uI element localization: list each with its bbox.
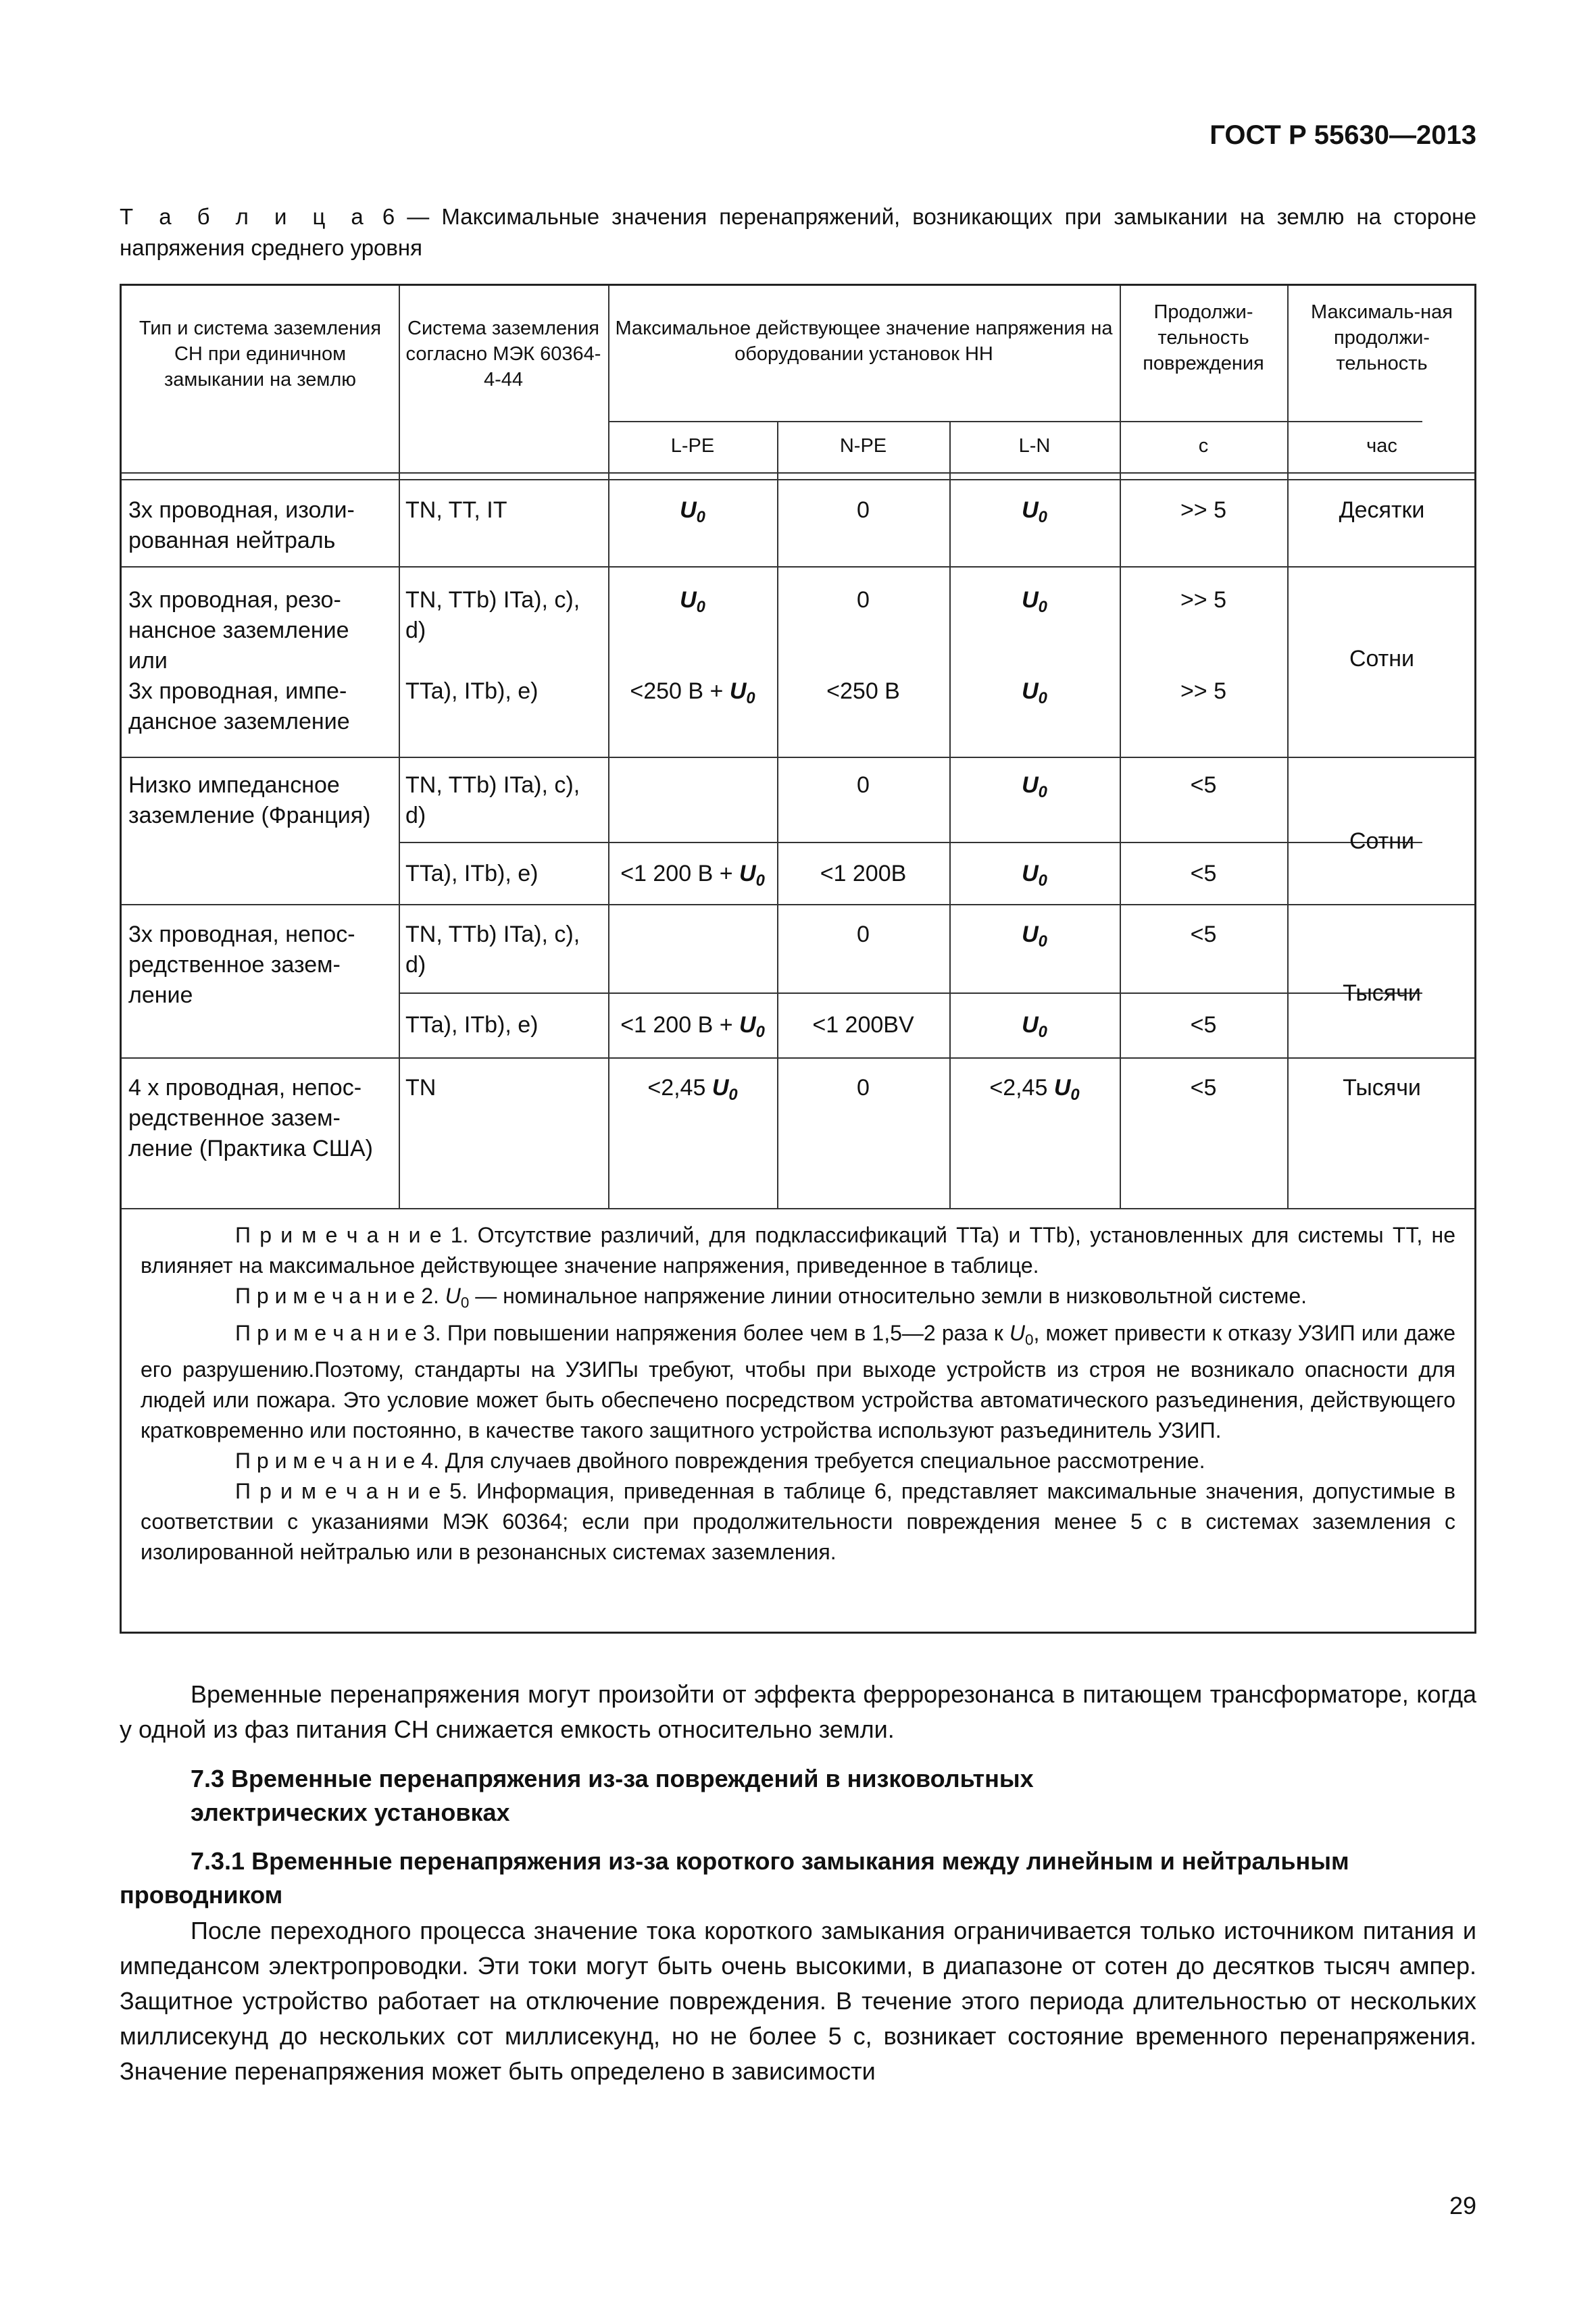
row3a-duration: <5 [1190, 772, 1217, 798]
header-unit-hours: час [1366, 435, 1397, 457]
note-5: П р и м е ч а н и е 5. Информация, приведенная в таблице 6, представляет максимальные значения, допустимые в соответствии с указаниями МЭК 60364; если при продолжительности повреждения менее 5 с в системах заземления с изолированной нейтралью или в резонансных системах заземления. [141, 1479, 1456, 1565]
header-unit-seconds: с [1198, 435, 1209, 457]
row4a-l-n: $U_0$ [1022, 922, 1047, 951]
row4-type: 3х проводная, непос-редственное зазем-ление [128, 922, 355, 1008]
overvoltage-table [120, 284, 1476, 1634]
row4a-n-pe: 0 [857, 922, 870, 947]
row3b-n-pe: <1 200В [820, 861, 907, 886]
row4a-duration: <5 [1190, 922, 1217, 947]
row1-max-duration: Десятки [1339, 497, 1425, 523]
header-l-n: L-N [1018, 435, 1051, 457]
row5-l-n: <2,45 $U_0$ [989, 1075, 1080, 1105]
row3a-l-n: $U_0$ [1022, 772, 1047, 802]
row3a-n-pe: 0 [857, 772, 870, 798]
row1-duration: >> 5 [1180, 497, 1227, 523]
row2-max-duration: Сотни [1349, 646, 1415, 672]
row4b-l-pe: <1 200 $В + U_0$ [620, 1012, 765, 1042]
row4a-system: TN, TTb) ITa), c), d) [405, 922, 580, 978]
row2b-l-n: $U_0$ [1022, 678, 1047, 708]
header-grounding-system: Система заземления согласно МЭК 60364-4-44 [405, 318, 601, 391]
row2a-n-pe: 0 [857, 587, 870, 613]
row3b-l-pe: <1 200 $В + U_0$ [620, 861, 765, 890]
row3b-system: TTa), ITb), e) [405, 861, 539, 886]
row5-n-pe: 0 [857, 1075, 870, 1101]
row5-duration: <5 [1190, 1075, 1217, 1101]
note-2: П р и м е ч а н и е 2. $U_0$ — номинальное напряжение линии относительно земли в низковольтной системе. [235, 1284, 1307, 1311]
row2-type-resonant: 3х проводная, резо-нансное заземление или [128, 587, 349, 674]
row1-type: 3х проводная, изоли-рованная нейтраль [128, 497, 355, 553]
note-4: П р и м е ч а н и е 4. Для случаев двойного повреждения требуется специальное рассмотрение. [235, 1449, 1205, 1474]
page-number: 29 [1449, 2192, 1476, 2219]
paragraph-short-circuit: После переходного процесса значение тока короткого замыкания ограничивается только источником питания и импедансом электропроводки. Эти токи могут быть очень высокими, в диапазоне от сотен до десятков тысяч ампер. Защитное устройство работает на отключение повреждения. В течение этого периода длительностью от нескольких миллисекунд до нескольких сот миллисекунд, но не более 5 с, возникает состояние временного перенапряжения. Значение перенапряжения может быть определено в зависимости [120, 1917, 1476, 2085]
header-max-voltage: Максимальное действующее значение напряжения на оборудовании установок НН [615, 318, 1113, 365]
row2b-duration: >> 5 [1180, 678, 1227, 704]
header-grounding-type: Тип и система заземления СН при единичном замыкании на землю [139, 318, 382, 391]
row1-system: TN, TT, IT [405, 497, 507, 523]
row2a-l-n: $U_0$ [1022, 587, 1047, 617]
row3a-system: TN, TTb) ITa), c), d) [405, 772, 580, 828]
row2b-system: TTa), ITb), e) [405, 678, 539, 704]
row3b-l-n: $U_0$ [1022, 861, 1047, 890]
standard-code: ГОСТ Р 55630—2013 [1210, 120, 1476, 150]
row2b-n-pe: <250 В [826, 678, 900, 704]
table-notes [141, 1220, 1455, 1567]
note-1: П р и м е ч а н и е 1. Отсутствие различий, для подклассификаций TTa) и TTb), установленных для системы TT, не влияняет на максимальное действующее значение напряжения, приведенное в таблице. [141, 1223, 1456, 1278]
row4b-n-pe: <1 200BV [812, 1012, 914, 1038]
table-caption-text: 6 — Максимальные значения перенапряжений, возникающих при замыкании на землю на стороне напряжения среднего уровня [120, 204, 1476, 260]
row5-max-duration: Тысячи [1343, 1075, 1421, 1101]
row4b-duration: <5 [1190, 1012, 1217, 1038]
header-l-pe: L-PE [670, 435, 715, 457]
row4b-l-n: $U_0$ [1022, 1012, 1047, 1042]
section-heading-7-3: 7.3 Временные перенапряжения из-за повреждений в низковольтных электрических установках [191, 1765, 1034, 1826]
table-caption [120, 201, 1476, 263]
row4b-system: TTa), ITb), e) [405, 1012, 539, 1038]
row4-max-duration: Тысячи [1343, 980, 1421, 1006]
row5-l-pe: <2,45 $U_0$ [647, 1075, 738, 1105]
row1-n-pe: 0 [857, 497, 870, 523]
row1-l-n: $U_0$ [1022, 497, 1047, 527]
row2-type-impedance: 3х проводная, импе-дансное заземление [128, 678, 350, 734]
header-fault-duration: Продолжи-тельность повреждения [1143, 301, 1264, 374]
row2a-system: TN, TTb) ITa), c), d) [405, 587, 580, 643]
row3-type: Низко импедансное заземление (Франция) [128, 772, 371, 828]
row5-system: TN [405, 1075, 437, 1101]
header-max-duration: Максималь-ная продолжи-тельность [1311, 301, 1453, 374]
row3-max-duration: Сотни [1349, 828, 1415, 854]
row1-l-pe: $U_0$ [680, 497, 705, 527]
row2a-duration: >> 5 [1180, 587, 1227, 613]
row2b-l-pe: <250 $В + U_0$ [630, 678, 755, 708]
row3b-duration: <5 [1190, 861, 1217, 886]
paragraph-ferroresonance: Временные перенапряжения могут произойти от эффекта феррорезонанса в питающем трансформаторе, когда у одной из фаз питания СН снижается емкость относительно земли. [120, 1680, 1476, 1743]
note-3: П р и м е ч а н и е 3. При повышении напряжения более чем в 1,5—2 раза к $U_0$, может привести к отказу УЗИП или даже его разрушению.Поэтому, стандарты на УЗИПы требуют, чтобы при выходе устройств из строя не возникало опасности для людей или пожара. Это условие может быть обеспечено посредством устройства автоматического разъединения, действующего кратковременно или постоянно, в качестве такого защитного устройства используют разъединитель УЗИП. [141, 1320, 1456, 1443]
row5-type: 4 х проводная, непос-редственное зазем-ление (Практика США) [128, 1075, 373, 1161]
row2a-l-pe: $U_0$ [680, 587, 705, 617]
header-n-pe: N-PE [839, 435, 887, 457]
table-caption-label: Т а б л и ц а [120, 204, 370, 229]
section-heading-7-3-1: 7.3.1 Временные перенапряжения из-за короткого замыкания между линейным и нейтральным проводником [120, 1847, 1349, 1909]
